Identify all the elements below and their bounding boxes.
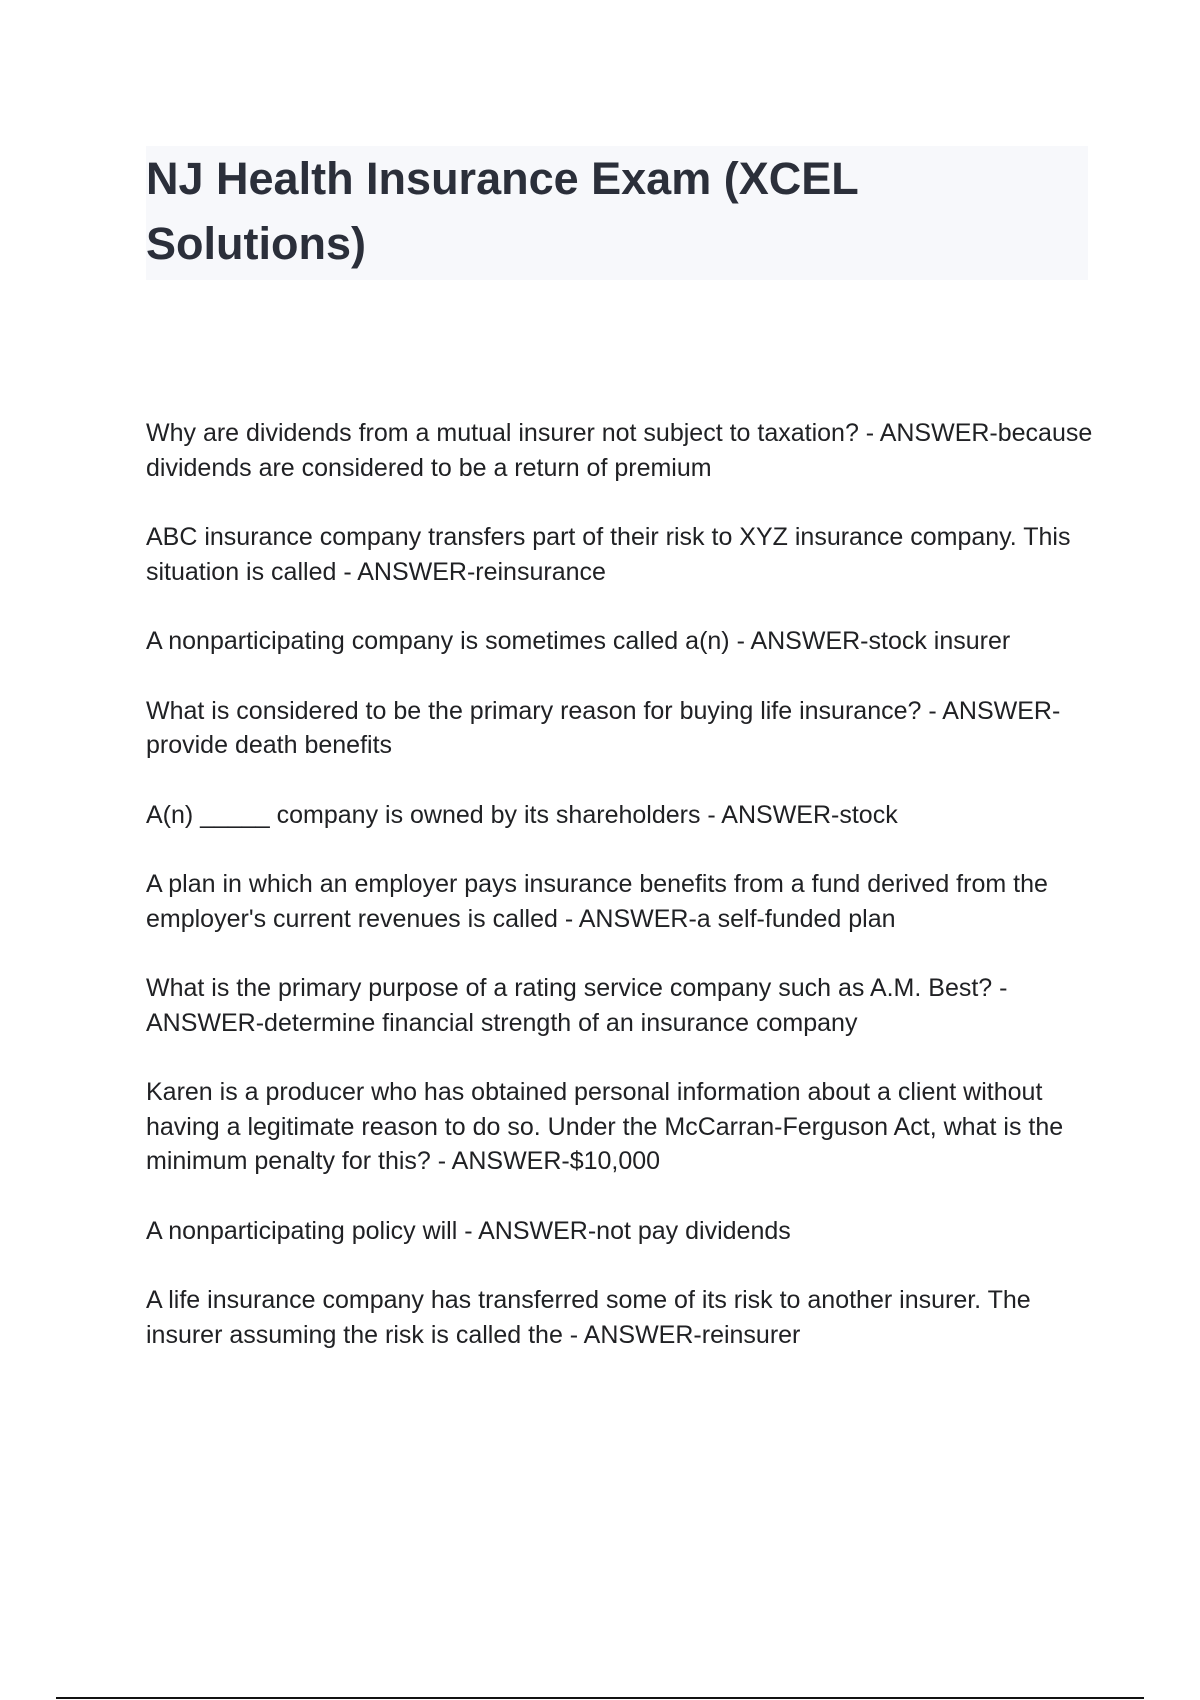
title-banner [146,146,1088,280]
qa-item: A nonparticipating policy will - ANSWER-not pay dividends [146,1216,791,1245]
qa-item: A(n) _____ company is owned by its shareholders - ANSWER-stock [146,800,898,829]
page-bottom-rule [56,1697,1144,1699]
qa-item: What is considered to be the primary reason for buying life insurance? - ANSWER-provide death benefits [146,696,1061,759]
question-answer-list [146,416,1096,1387]
qa-item: ABC insurance company transfers part of their risk to XYZ insurance company. This situation is called - ANSWER-reinsurance [146,523,1071,586]
document-title: NJ Health Insurance Exam (XCEL Solutions) [146,153,858,269]
qa-item: Why are dividends from a mutual insurer not subject to taxation? - ANSWER-because dividends are considered to be a return of premium [146,419,1093,482]
qa-item: Karen is a producer who has obtained personal information about a client without having a legitimate reason to do so. Under the McCarran-Ferguson Act, what is the minimum penalty for this? - ANSWER-$10,000 [146,1078,1064,1175]
qa-item: What is the primary purpose of a rating service company such as A.M. Best? - ANSWER-determine financial strength of an insurance company [146,974,1008,1037]
qa-item: A nonparticipating company is sometimes called a(n) - ANSWER-stock insurer [146,627,1011,655]
qa-item: A plan in which an employer pays insurance benefits from a fund derived from the employer's current revenues is called - ANSWER-a self-funded plan [146,870,1048,933]
qa-item: A life insurance company has transferred some of its risk to another insurer. The insurer assuming the risk is called the - ANSWER-reinsurer [146,1286,1031,1349]
